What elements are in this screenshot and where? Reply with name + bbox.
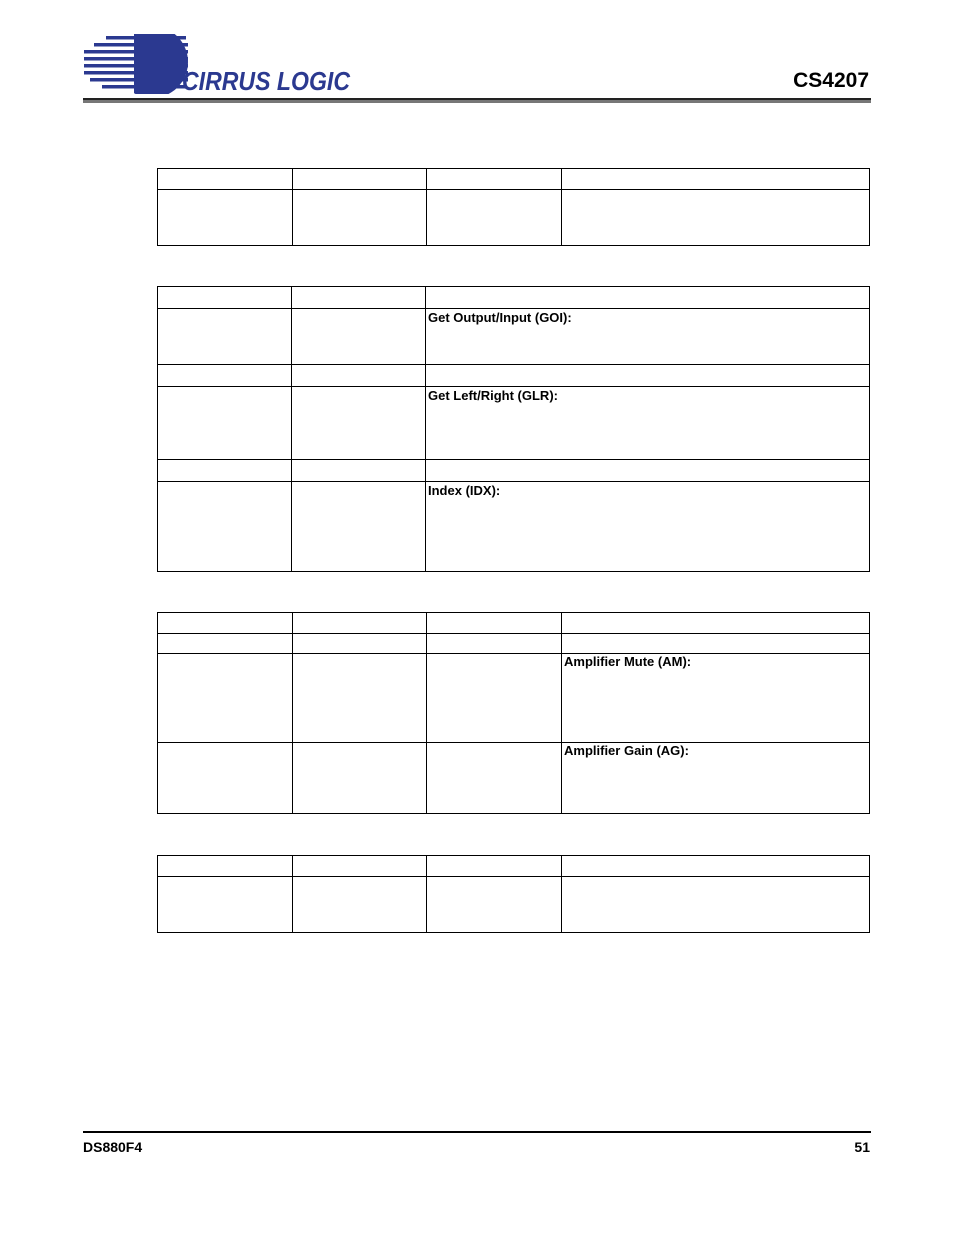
logo-mark-icon (84, 34, 364, 94)
register-table-4 (157, 855, 870, 933)
header-rule (83, 98, 871, 103)
table-row (158, 654, 870, 743)
register-table-3 (157, 612, 870, 814)
field-title-glr: Get Left/Right (GLR): (428, 388, 558, 403)
page-number: 51 (854, 1139, 870, 1155)
field-title-idx: Index (IDX): (428, 483, 501, 498)
cirrus-logic-logo (84, 34, 364, 94)
field-title-am: Amplifier Mute (AM): (564, 654, 692, 669)
table-row (158, 856, 870, 877)
logo-wordmark: CIRRUS LOGIC (182, 66, 352, 94)
table-row (158, 309, 870, 365)
table-row (158, 634, 870, 654)
table-row (158, 190, 870, 246)
field-title-ag: Amplifier Gain (AG): (564, 743, 689, 758)
table-row (158, 482, 870, 572)
table-row (158, 365, 870, 387)
register-table-2 (157, 286, 870, 572)
document-id: DS880F4 (83, 1139, 143, 1155)
table-row (158, 743, 870, 814)
table-row (158, 287, 870, 309)
table-row (158, 877, 870, 933)
table-row (158, 460, 870, 482)
field-title-goi: Get Output/Input (GOI): (428, 310, 572, 325)
table-row (158, 169, 870, 190)
part-number: CS4207 (793, 69, 869, 92)
table-row (158, 613, 870, 634)
table-row (158, 387, 870, 460)
footer-rule (83, 1131, 871, 1133)
register-table-1 (157, 168, 870, 246)
